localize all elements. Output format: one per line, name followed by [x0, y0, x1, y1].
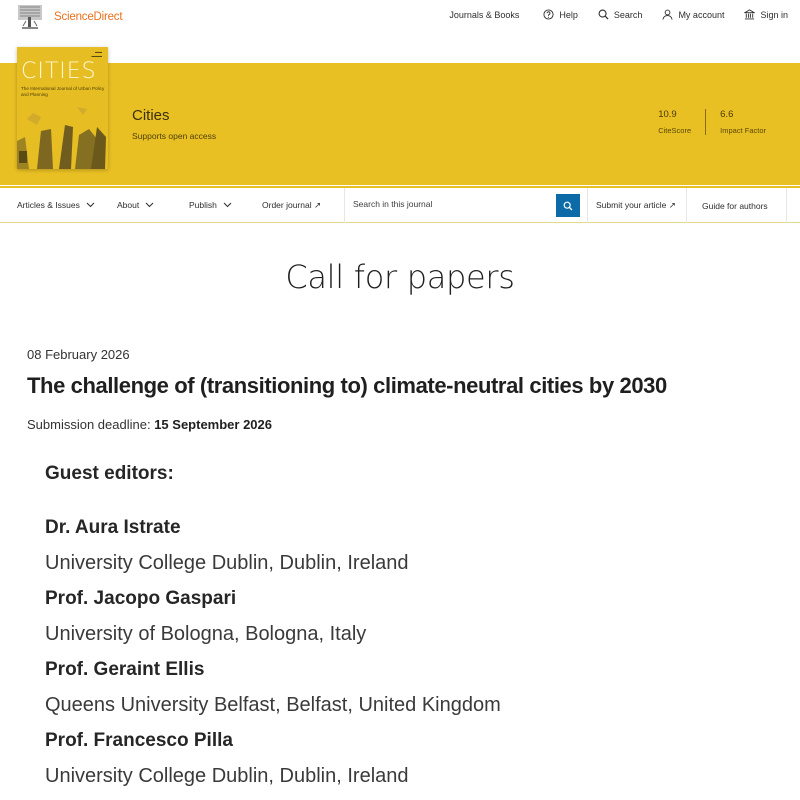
guest-editors-heading: Guest editors:	[45, 463, 174, 484]
metric-value: 10.9	[658, 109, 677, 120]
editor-affiliation: University College Dublin, Dublin, Ireland	[45, 765, 409, 787]
nav-order-journal[interactable]	[262, 200, 321, 211]
nav-label: Publish	[189, 200, 217, 210]
cover-subtitle: The International Journal of Urban Policy and Planning	[21, 86, 105, 97]
nav-label: Articles & Issues	[17, 200, 80, 210]
nav-help[interactable]	[543, 9, 578, 20]
metric-impact-factor[interactable]	[706, 109, 780, 135]
guest-editors-section	[45, 463, 501, 800]
deadline-label: Submission deadline:	[27, 417, 151, 432]
nav-search[interactable]	[598, 9, 643, 20]
nav-label: Search	[613, 9, 643, 20]
page-title: Call for papers	[285, 258, 515, 296]
guide-for-authors-button[interactable]	[686, 188, 787, 223]
submission-deadline	[27, 417, 272, 432]
elsevier-tree-icon	[16, 4, 44, 30]
chevron-down-icon	[145, 202, 154, 208]
journal-nav	[0, 186, 800, 223]
search-icon	[598, 9, 609, 20]
sciencedirect-logo[interactable]	[16, 4, 122, 30]
top-nav	[429, 9, 788, 20]
user-icon	[662, 9, 673, 20]
institution-icon	[744, 9, 755, 20]
chevron-down-icon	[86, 202, 95, 208]
nav-sign-in[interactable]	[744, 9, 788, 20]
editor-name: Dr. Aura Istrate	[45, 517, 181, 538]
nav-label: Order journal ↗	[262, 200, 322, 210]
nav-journals-books[interactable]	[449, 10, 519, 20]
guide-label: Guide for authors	[702, 200, 768, 211]
nav-about[interactable]	[117, 200, 154, 210]
journal-cover[interactable]	[17, 47, 108, 169]
help-circle-icon	[543, 9, 554, 20]
journal-search	[344, 188, 587, 223]
cover-title: CITIES	[21, 59, 97, 84]
editor-name: Prof. Jacopo Gaspari	[45, 588, 237, 609]
submit-article-button[interactable]	[587, 188, 686, 223]
metric-citescore[interactable]	[644, 109, 705, 135]
metric-label: Impact Factor	[720, 126, 766, 135]
journal-search-button[interactable]	[556, 194, 580, 217]
cover-volume-info: ▬▬ ▬▬▬	[91, 50, 102, 58]
call-for-papers-title: The challenge of (transitioning to) climate-neutral cities by 2030	[27, 373, 667, 398]
search-icon	[563, 201, 573, 211]
cover-skyline-illustration	[17, 99, 108, 169]
editor-name: Prof. Francesco Pilla	[45, 730, 233, 751]
nav-label: About	[117, 200, 140, 210]
nav-label: My account	[678, 9, 725, 20]
nav-label: Help	[559, 9, 578, 20]
metric-value: 6.6	[720, 109, 734, 120]
journal-metrics	[644, 109, 780, 135]
journal-name[interactable]: Cities	[132, 107, 170, 124]
publish-date: 08 February 2026	[27, 347, 130, 362]
editor-affiliation: University of Bologna, Bologna, Italy	[45, 623, 367, 645]
nav-articles-issues[interactable]	[17, 200, 95, 210]
nav-my-account[interactable]	[662, 9, 724, 20]
editor-affiliation: Queens University Belfast, Belfast, United Kingdom	[45, 694, 501, 716]
nav-label: Journals & Books	[449, 9, 520, 20]
submit-label: Submit your article ↗	[596, 200, 676, 210]
journal-search-input[interactable]	[353, 199, 553, 209]
brand-name: ScienceDirect	[54, 11, 123, 23]
guest-editors-list	[45, 516, 501, 800]
editor-name: Prof. Geraint Ellis	[45, 659, 205, 680]
editor-affiliation: University College Dublin, Dublin, Ireland	[45, 552, 409, 574]
nav-publish[interactable]	[189, 200, 232, 210]
metric-label: CiteScore	[658, 126, 692, 135]
open-access-label: Supports open access	[132, 131, 217, 141]
top-bar	[0, 0, 800, 40]
deadline-value: 15 September 2026	[154, 417, 272, 432]
chevron-down-icon	[223, 202, 232, 208]
nav-label: Sign in	[760, 9, 788, 20]
